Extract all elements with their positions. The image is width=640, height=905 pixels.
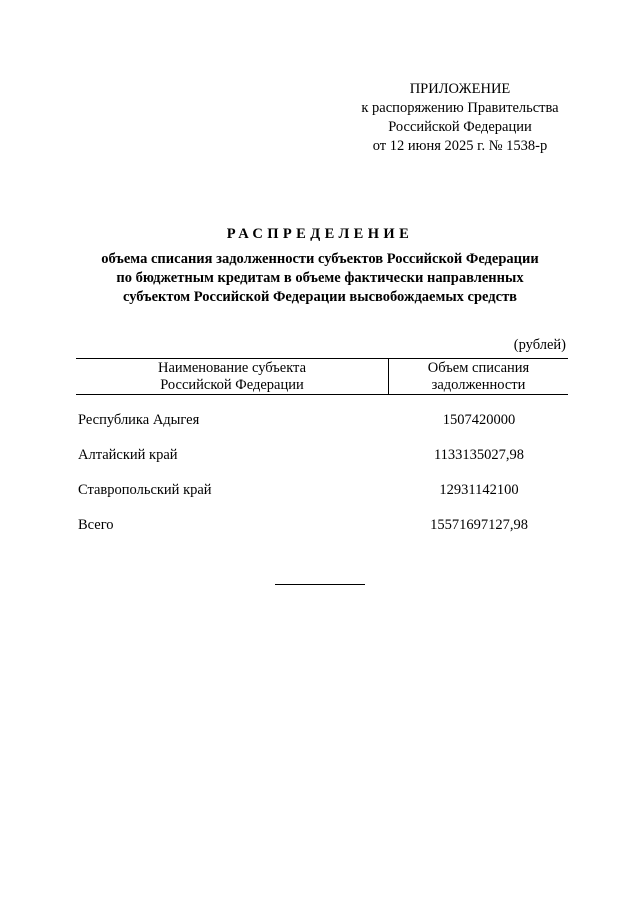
table-row-total	[78, 517, 568, 552]
units-label: (рублей)	[513, 337, 566, 353]
appendix-date-number: от 12 июня 2025 г. № 1538-р	[372, 138, 548, 154]
row-subject-name: Алтайский край	[78, 447, 178, 463]
appendix-reference: к распоряжению Правительства	[361, 100, 559, 116]
row-amount: 12931142100	[439, 482, 519, 498]
document-title: РАСПРЕДЕЛЕНИЕ	[226, 226, 414, 242]
end-of-document-line	[275, 584, 365, 585]
table-row	[78, 412, 568, 447]
subtitle-line-3: субъектом Российской Федерации высвобождаемых средств	[122, 289, 518, 305]
table-body	[78, 412, 568, 552]
row-total-label: Всего	[78, 517, 114, 533]
subtitle-line-2: по бюджетным кредитам в объеме фактически направленных	[116, 270, 524, 286]
row-amount: 1507420000	[442, 412, 516, 428]
document-subtitle	[0, 250, 640, 307]
row-total-amount: 15571697127,98	[430, 517, 528, 533]
table-header	[76, 358, 568, 395]
appendix-heading: ПРИЛОЖЕНИЕ	[409, 81, 511, 97]
column-header-subject-line-2: Российской Федерации	[160, 377, 304, 393]
row-subject-name: Ставропольский край	[78, 482, 212, 498]
column-header-amount	[389, 360, 568, 394]
subtitle-line-1: объема списания задолженности субъектов Российской Федерации	[101, 251, 539, 267]
column-header-amount-line-2: задолженности	[431, 377, 526, 393]
row-amount: 1133135027,98	[433, 447, 525, 463]
table-row	[78, 447, 568, 482]
appendix-authority: Российской Федерации	[388, 119, 532, 135]
column-header-subject	[76, 360, 388, 394]
appendix-block	[340, 80, 580, 156]
column-header-amount-line-1: Объем списания	[427, 360, 530, 376]
column-header-subject-line-1: Наименование субъекта	[157, 360, 307, 376]
row-subject-name: Республика Адыгея	[78, 412, 200, 428]
table-row	[78, 482, 568, 517]
